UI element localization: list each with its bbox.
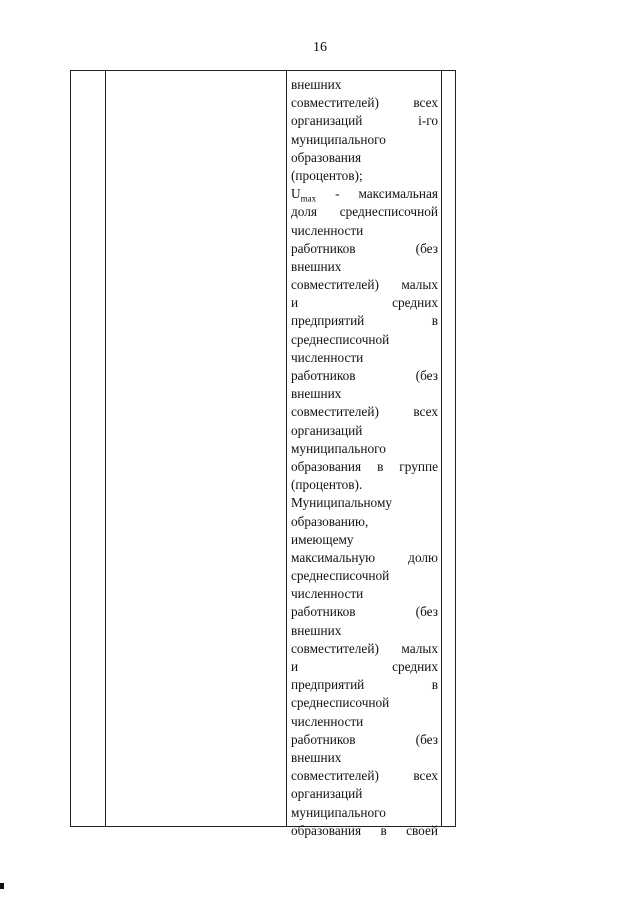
description-line: (процентов). (291, 477, 363, 493)
description-line: численности (291, 349, 364, 365)
description-line: работников (без (291, 604, 438, 620)
description-line: (процентов); (291, 167, 363, 183)
table-col-border-1 (70, 70, 71, 827)
description-line: организаций i-го (291, 113, 438, 129)
scan-mark (0, 883, 4, 889)
description-line: Муниципальному (291, 495, 393, 511)
description-line: совместителей) малых (291, 277, 438, 293)
description-line: среднесписочной (291, 695, 390, 711)
description-line: образования (291, 149, 362, 165)
description-line: совместителей) малых (291, 640, 438, 656)
table-col-border-3 (286, 70, 287, 827)
variable-definition: - максимальная (316, 186, 438, 202)
description-line: среднесписочной (291, 568, 390, 584)
description-line: организаций (291, 422, 363, 438)
description-line: муниципального (291, 804, 386, 820)
description-line: численности (291, 586, 364, 602)
description-line: имеющему (291, 531, 354, 547)
description-line: внешних (291, 258, 342, 274)
variable-symbol: U (291, 186, 301, 202)
table-top-border (70, 70, 456, 71)
description-line: и средних (291, 295, 438, 311)
description-line: максимальную долю (291, 549, 438, 565)
table-col-border-4 (441, 70, 442, 827)
description-line: совместителей) всех (291, 404, 438, 420)
description-line (291, 185, 438, 203)
description-line: внешних (291, 77, 342, 92)
description-line: муниципального (291, 131, 386, 147)
description-line: совместителей) всех (291, 768, 438, 784)
variable-subscript: max (300, 193, 317, 204)
description-line: численности (291, 222, 364, 238)
description-line: внешних (291, 749, 342, 765)
description-line: предприятий в (291, 677, 438, 693)
page-number: 16 (313, 40, 327, 55)
description-line: и средних (291, 659, 438, 674)
table-col-border-2 (105, 70, 106, 827)
description-line: образования в своей (291, 822, 438, 838)
description-line: муниципального (291, 440, 386, 456)
description-line: работников (без (291, 240, 438, 256)
description-line: среднесписочной (291, 331, 390, 347)
description-line: организаций (291, 786, 363, 802)
description-line: образованию, (291, 513, 369, 529)
description-line: внешних (291, 622, 342, 638)
description-line: работников (без (291, 368, 438, 383)
description-line: образования в группе (291, 458, 438, 474)
description-line: внешних (291, 386, 342, 402)
description-line: доля среднесписочной (291, 204, 438, 220)
description-line: работников (без (291, 731, 438, 747)
table-cell-description (291, 76, 438, 840)
table-col-border-5 (455, 70, 456, 827)
description-line: численности (291, 713, 364, 729)
description-line: предприятий в (291, 313, 438, 329)
description-line: совместителей) всех (291, 95, 438, 111)
